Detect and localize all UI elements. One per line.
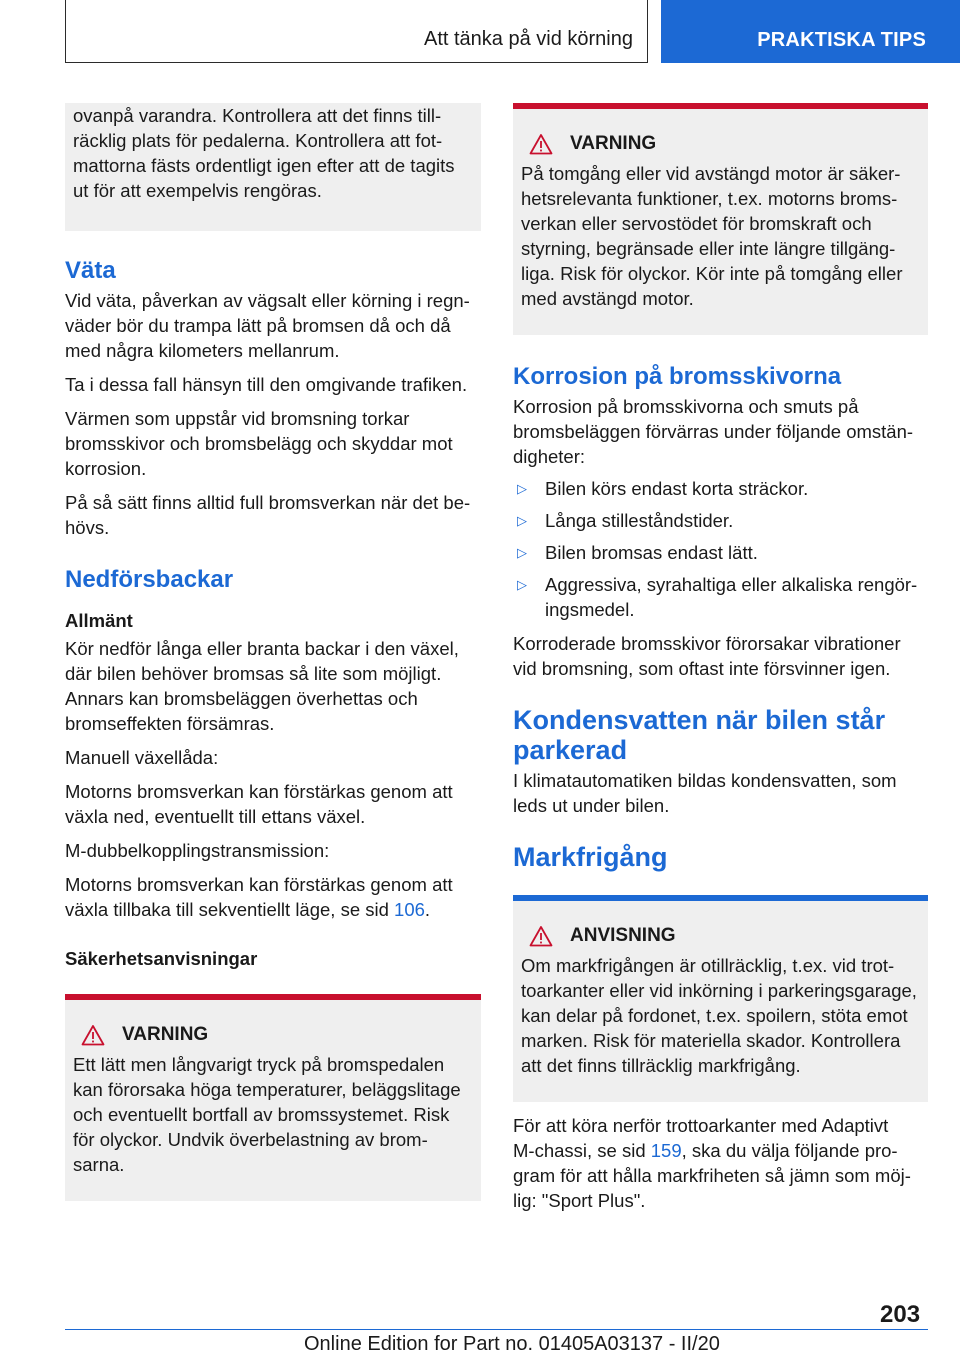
page-number: 203	[880, 1301, 921, 1328]
page-link-159[interactable]: 159	[650, 1140, 682, 1161]
warning-triangle-icon	[529, 925, 553, 947]
list-item-text: Långa stilleståndstider.	[545, 510, 734, 531]
korr-list	[513, 476, 928, 622]
ned-paragraph-1: Kör nedför långa eller branta backar i den växel, där bilen behöver bromsas så lite som möjligt. Annars kan bromsbeläggen överhettas och bromseffekten försämras.	[65, 638, 459, 734]
mark-paragraph-1	[513, 1113, 928, 1213]
continued-text: ovanpå varandra. Kontrollera att det finns till- räcklig plats för pedalerna. Kontrollera att fot- mattorna fästs ordentligt igen efter att de tagits ut för att exempelvis rengöras.	[73, 105, 455, 201]
korr-paragraph-1: Korrosion på bromsskivorna och smuts på bromsbeläggen förvärras under följande omstän- digheter:	[513, 396, 914, 467]
ned-paragraph-2: Manuell växellåda:	[65, 747, 219, 768]
warning-box-brake-pedal	[65, 994, 481, 1201]
list-item-text: Bilen körs endast korta sträckor.	[545, 478, 809, 499]
list-item-text: Aggressiva, syrahaltiga eller alkaliska rengör- ingsmedel.	[545, 574, 918, 620]
warning-title-row	[73, 1022, 473, 1047]
heading-vata: Väta	[65, 257, 116, 284]
heading-korrosion: Korrosion på bromsskivorna	[513, 363, 842, 390]
kond-paragraph-1: I klimatautomatiken bildas kondensvatten, som leds ut under bilen.	[513, 770, 897, 816]
note-title: ANVISNING	[570, 925, 676, 946]
list-item	[513, 540, 928, 565]
list-item	[513, 476, 928, 501]
bullet-triangle-icon: ▷	[517, 545, 527, 560]
vata-paragraph-3: Värmen som uppstår vid bromsning torkar bromsskivor och bromsbelägg och skyddar mot korrosion.	[65, 408, 453, 479]
footer-edition: Online Edition for Part no. 01405A03137 - II/20	[304, 1333, 720, 1355]
mark-paragraph-1-text: För att köra nerför trottoarkanter med Adaptivt M-chassi, se sid	[513, 1115, 889, 1161]
vata-paragraph-4: På så sätt finns alltid full bromsverkan när det be- hövs.	[65, 492, 471, 538]
warning-title-row	[521, 131, 920, 156]
ned-paragraph-5-end: .	[424, 899, 431, 920]
korr-paragraph-2: Korroderade bromsskivor förorsakar vibrationer vid bromsning, som oftast inte försvinner igen.	[513, 633, 901, 679]
bullet-triangle-icon: ▷	[517, 513, 527, 528]
ned-paragraph-5-text: Motorns bromsverkan kan förstärkas genom att växla tillbaka till sekventiellt läge, se sid	[65, 874, 453, 920]
header-chapter-tab	[661, 0, 960, 63]
warning-text: På tomgång eller vid avstängd motor är säker- hetsrelevanta funktioner, t.ex. motorns broms- verkan eller servostödet för bromskraft och styrning, begränsade eller inte längre tillgäng- liga. Risk för olyckor. Kör inte på tomgång eller med avstängd motor.	[521, 163, 903, 309]
right-column	[513, 103, 928, 1213]
heading-sakerhetsanvisningar: Säkerhetsanvisningar	[65, 948, 258, 969]
warning-triangle-icon	[529, 133, 553, 155]
vata-paragraph-2: Ta i dessa fall hänsyn till den omgivande trafiken.	[65, 374, 468, 395]
continued-box	[65, 103, 481, 231]
mark-paragraph-1-end: , ska du välja följande pro- gram för att hålla markfriheten så jämn som möj- lig: "Sport Plus".	[513, 1140, 911, 1211]
ned-paragraph-3: Motorns bromsverkan kan förstärkas genom att växla ned, eventuellt till ettans växel.	[65, 781, 453, 827]
warning-triangle-icon	[81, 1024, 105, 1046]
note-text: Om markfrigången är otillräcklig, t.ex. vid trot- toarkanter eller vid inkörning i parkeringsgarage, kan delar på fordonet, t.ex. spoilern, stöta emot marken. Risk för materiella skador. Kontrollera att det finns tillräcklig markfrigång.	[521, 955, 917, 1076]
footer-divider	[65, 1329, 928, 1330]
heading-kondensvatten: Kondensvatten när bilen står parkerad	[513, 705, 886, 765]
bullet-triangle-icon: ▷	[517, 577, 527, 592]
list-item	[513, 572, 928, 622]
note-box-ground-clearance	[513, 895, 928, 1102]
warning-title: VARNING	[570, 133, 657, 154]
bullet-triangle-icon: ▷	[517, 481, 527, 496]
warning-text: Ett lätt men långvarigt tryck på bromspedalen kan förorsaka höga temperaturer, beläggslitage och eventuellt bortfall av bromssystemet. Risk för olyckor. Undvik överbelastning av brom- sarna.	[73, 1054, 461, 1175]
page-link-106[interactable]: 106	[394, 899, 425, 920]
ned-paragraph-4: M-dubbelkopplingstransmission:	[65, 840, 330, 861]
heading-nedforsbackar: Nedförsbackar	[65, 566, 234, 593]
left-column	[65, 103, 481, 1201]
warning-box-idle	[513, 103, 928, 335]
list-item-text: Bilen bromsas endast lätt.	[545, 542, 758, 563]
note-title-row	[521, 923, 920, 948]
ned-paragraph-5	[65, 872, 481, 922]
header-chapter-title: PRAKTISKA TIPS	[757, 29, 926, 51]
header-section-title: Att tänka på vid körning	[423, 28, 633, 50]
heading-markfrigang: Markfrigång	[513, 842, 668, 872]
vata-paragraph-1: Vid väta, påverkan av vägsalt eller körning i regn- väder bör du trampa lätt på bromsen då och då med några kilometers mellanrum.	[65, 290, 470, 361]
warning-title: VARNING	[122, 1024, 209, 1045]
list-item	[513, 508, 928, 533]
heading-allmant: Allmänt	[65, 610, 133, 631]
header-section-tab	[65, 0, 648, 63]
